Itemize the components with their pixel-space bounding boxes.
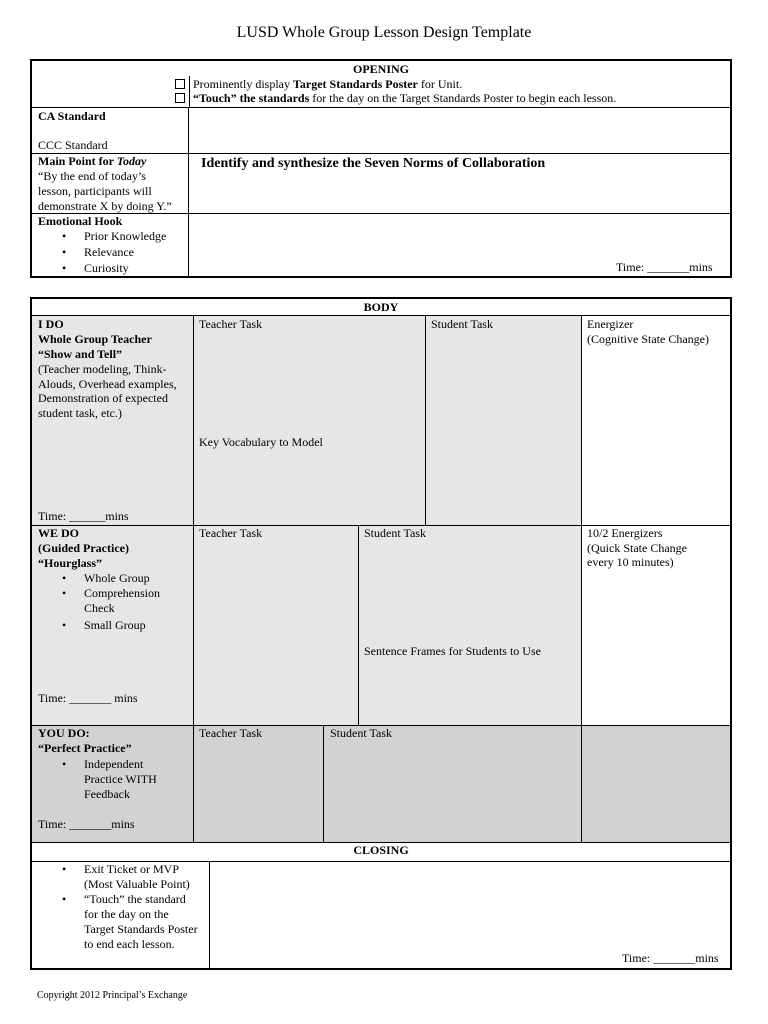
wedo-time: Time: _______ mins <box>38 691 138 705</box>
wedo-energizers-1: 10/2 Energizers <box>587 526 663 540</box>
main-point-line-3: demonstrate X by doing Y.” <box>38 199 172 213</box>
wedo-teacher-task: Teacher Task <box>199 526 263 540</box>
ido-time: Time: ______mins <box>38 509 129 523</box>
ido-teacher-task: Teacher Task <box>199 317 263 331</box>
main-point-line-1: “By the end of today’s <box>38 169 146 183</box>
emotional-hook-list <box>38 229 166 276</box>
list-item: • Relevance <box>38 245 166 260</box>
opening-checklist-item-2: “Touch” the standards for the day on the Target Standards Poster to begin each lesson. <box>175 91 616 106</box>
opening-time: Time: _______mins <box>616 260 713 274</box>
list-item: • “Touch” the standard for the day on the Target Standards Poster to end each lesson. <box>38 892 200 952</box>
wedo-student-task: Student Task <box>364 526 426 540</box>
body-header: BODY <box>363 300 399 314</box>
closing-header: CLOSING <box>353 843 409 857</box>
youdo-title: YOU DO: <box>38 726 90 740</box>
emotional-hook-label: Emotional Hook <box>38 214 123 228</box>
youdo-teacher-task: Teacher Task <box>199 726 263 740</box>
ido-energizer-2: (Cognitive State Change) <box>587 332 709 346</box>
ido-subtitle: Whole Group Teacher <box>38 332 152 346</box>
youdo-student-task: Student Task <box>330 726 392 740</box>
youdo-tagline: “Perfect Practice” <box>38 741 132 755</box>
opening-checklist-item-1: Prominently display Target Standards Poster for Unit. <box>175 77 462 92</box>
wedo-energizers-3: every 10 minutes) <box>587 555 674 569</box>
ido-energizer-1: Energizer <box>587 317 634 331</box>
main-point-label: Main Point for Today <box>38 154 147 168</box>
opening-table <box>30 59 732 278</box>
ido-student-task: Student Task <box>431 317 493 331</box>
wedo-title: WE DO <box>38 526 80 540</box>
ido-desc-4: student task, etc.) <box>38 406 122 420</box>
list-item: • Whole Group <box>38 571 188 586</box>
list-item: • Prior Knowledge <box>38 229 166 244</box>
main-point-value: Identify and synthesize the Seven Norms of Collaboration <box>201 156 546 171</box>
wedo-energizers-2: (Quick State Change <box>587 541 687 555</box>
copyright-note: Copyright 2012 Principal’s Exchange <box>37 990 188 1001</box>
document-title: LUSD Whole Group Lesson Design Template <box>236 24 532 41</box>
ccc-standard-label: CCC Standard <box>38 138 108 152</box>
list-item: • Small Group <box>38 618 188 633</box>
main-point-line-2: lesson, participants will <box>38 184 152 198</box>
ido-desc-1: (Teacher modeling, Think- <box>38 362 167 376</box>
list-item: • Exit Ticket or MVP (Most Valuable Point) <box>38 862 208 892</box>
list-item: • Comprehension Check <box>38 586 166 616</box>
wedo-tagline: “Hourglass” <box>38 556 103 570</box>
ido-tagline: “Show and Tell” <box>38 347 123 361</box>
youdo-time: Time: _______mins <box>38 817 135 831</box>
closing-list <box>38 862 208 952</box>
body-table <box>30 297 732 970</box>
opening-header: OPENING <box>352 62 409 76</box>
list-item: • Curiosity <box>38 261 166 276</box>
ido-desc-2: Alouds, Overhead examples, <box>38 377 177 391</box>
closing-time: Time: _______mins <box>622 951 719 965</box>
ido-title: I DO <box>38 317 64 331</box>
ido-key-vocabulary: Key Vocabulary to Model <box>199 435 323 449</box>
wedo-list <box>38 571 188 633</box>
youdo-list <box>38 757 188 802</box>
ca-standard-label: CA Standard <box>38 109 106 123</box>
checkbox-icon <box>175 93 185 103</box>
wedo-subtitle: (Guided Practice) <box>38 541 129 555</box>
list-item: • Independent Practice WITH Feedback <box>38 757 174 802</box>
ido-desc-3: Demonstration of expected <box>38 391 168 405</box>
checkbox-icon <box>175 79 185 89</box>
wedo-sentence-frames: Sentence Frames for Students to Use <box>364 644 541 658</box>
